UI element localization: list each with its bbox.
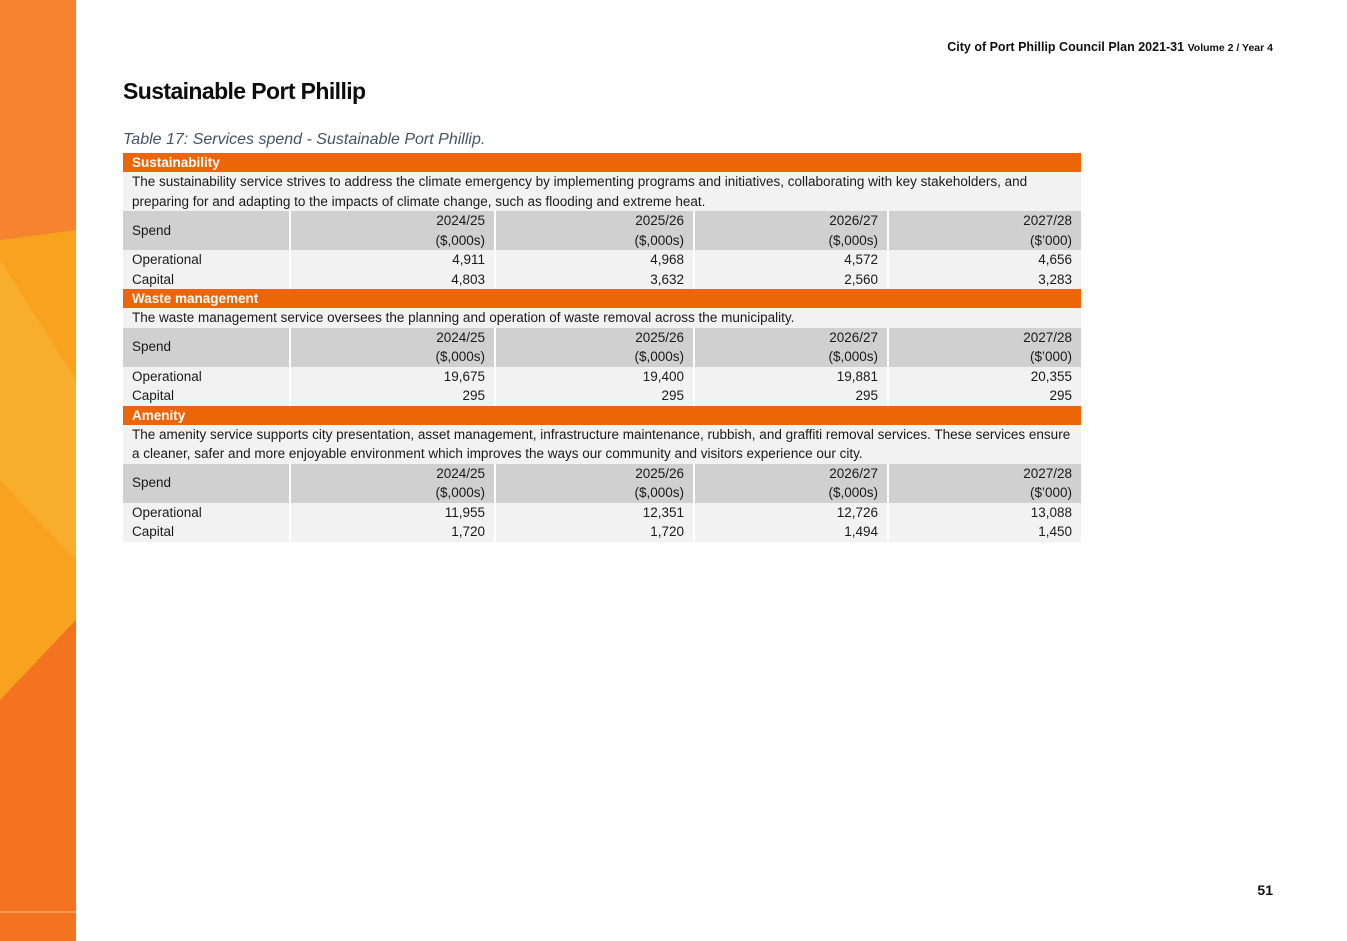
spend-value: 4,572 — [694, 250, 888, 270]
spend-value: 20,355 — [888, 367, 1081, 387]
spend-value: 295 — [495, 386, 694, 406]
unit-label: ($,000s) — [435, 232, 485, 248]
year-column-header — [694, 464, 888, 503]
row-label: Capital — [123, 522, 290, 542]
section-description: The waste management service oversees the planning and operation of waste removal across the municipality. — [123, 308, 1081, 328]
spend-value: 1,720 — [290, 522, 495, 542]
section-name: Waste management — [123, 289, 1081, 308]
spend-header-row — [123, 328, 1081, 367]
year-label: 2025/26 — [635, 213, 684, 228]
spend-value: 295 — [888, 386, 1081, 406]
section-description: The amenity service supports city presentation, asset management, infrastructure maintenance, rubbish, and graffiti removal services. These services ensure a cleaner, safer and more enjoyable environment which improves the ways our community and visitors experience our city. — [123, 425, 1081, 464]
spend-value: 19,400 — [495, 367, 694, 387]
spend-value: 295 — [290, 386, 495, 406]
year-column-header — [888, 464, 1081, 503]
row-label: Operational — [123, 503, 290, 523]
unit-label: ($,000s) — [828, 232, 878, 248]
year-column-header — [888, 328, 1081, 367]
row-label: Capital — [123, 386, 290, 406]
year-column-header — [290, 328, 495, 367]
spend-value: 4,968 — [495, 250, 694, 270]
spend-value: 295 — [694, 386, 888, 406]
row-label: Operational — [123, 367, 290, 387]
spend-value: 1,450 — [888, 522, 1081, 542]
spend-label: Spend — [123, 464, 290, 503]
table-row — [123, 386, 1081, 406]
unit-label: ($,000s) — [435, 485, 485, 500]
section-name: Amenity — [123, 406, 1081, 425]
spend-value: 4,656 — [888, 250, 1081, 270]
table-caption: Table 17: Services spend - Sustainable Port Phillip. — [123, 131, 486, 148]
spend-value: 3,283 — [888, 270, 1081, 290]
unit-label: ($,000s) — [634, 349, 684, 364]
spend-value: 11,955 — [290, 503, 495, 523]
year-label: 2026/27 — [829, 329, 878, 345]
year-column-header — [495, 211, 694, 250]
spend-value: 1,494 — [694, 522, 888, 542]
row-label: Operational — [123, 250, 290, 270]
spend-value: 19,675 — [290, 367, 495, 387]
unit-label: ($,000s) — [634, 485, 684, 500]
spend-value: 12,351 — [495, 503, 694, 523]
section-description-row — [123, 308, 1081, 328]
year-label: 2024/25 — [436, 213, 485, 228]
year-label: 2027/28 — [1023, 465, 1072, 481]
unit-label: ($’000) — [1029, 232, 1072, 248]
spend-header-row — [123, 464, 1081, 503]
unit-label: ($,000s) — [828, 349, 878, 364]
table-row — [123, 503, 1081, 523]
year-column-header — [290, 464, 495, 503]
year-label: 2024/25 — [436, 465, 485, 481]
spend-value: 4,911 — [290, 250, 495, 270]
page-number: 51 — [1257, 882, 1273, 898]
section-header-row — [123, 406, 1081, 425]
section-description: The sustainability service strives to address the climate emergency by implementing programs and initiatives, collaborating with key stakeholders, and preparing for and adapting to the impacts of climate change, such as flooding and extreme heat. — [123, 172, 1081, 211]
table-row — [123, 522, 1081, 542]
unit-label: ($,000s) — [435, 349, 485, 364]
unit-label: ($,000s) — [634, 232, 684, 248]
table-row — [123, 250, 1081, 270]
spend-value: 13,088 — [888, 503, 1081, 523]
year-column-header — [290, 211, 495, 250]
table-row — [123, 367, 1081, 387]
section-header-row — [123, 153, 1081, 172]
spend-value: 4,803 — [290, 270, 495, 290]
section-description-row — [123, 172, 1081, 211]
year-label: 2026/27 — [829, 213, 878, 228]
section-description-row — [123, 425, 1081, 464]
spend-value: 2,560 — [694, 270, 888, 290]
year-label: 2025/26 — [635, 329, 684, 345]
section-name: Sustainability — [123, 153, 1081, 172]
year-label: 2026/27 — [829, 465, 878, 481]
year-label: 2024/25 — [436, 329, 485, 345]
spend-label: Spend — [123, 211, 290, 250]
year-column-header — [495, 328, 694, 367]
unit-label: ($,000s) — [828, 485, 878, 500]
unit-label: ($’000) — [1029, 349, 1072, 364]
year-label: 2025/26 — [635, 465, 684, 481]
decorative-orange-side-band — [0, 0, 76, 941]
header-volume: Volume 2 / Year 4 — [1187, 42, 1273, 54]
spend-value: 12,726 — [694, 503, 888, 523]
year-column-header — [694, 211, 888, 250]
year-label: 2027/28 — [1023, 213, 1072, 228]
year-label: 2027/28 — [1023, 329, 1072, 345]
spend-label: Spend — [123, 328, 290, 367]
page-title: Sustainable Port Phillip — [123, 78, 366, 104]
document-header — [947, 40, 1273, 54]
row-label: Capital — [123, 270, 290, 290]
spend-value: 3,632 — [495, 270, 694, 290]
section-header-row — [123, 289, 1081, 308]
spend-value: 1,720 — [495, 522, 694, 542]
unit-label: ($’000) — [1029, 485, 1072, 500]
spend-value: 19,881 — [694, 367, 888, 387]
year-column-header — [888, 211, 1081, 250]
services-spend-table — [123, 153, 1081, 542]
spend-header-row — [123, 211, 1081, 250]
year-column-header — [495, 464, 694, 503]
table-row — [123, 270, 1081, 290]
year-column-header — [694, 328, 888, 367]
header-title: City of Port Phillip Council Plan 2021-31 — [947, 40, 1185, 54]
